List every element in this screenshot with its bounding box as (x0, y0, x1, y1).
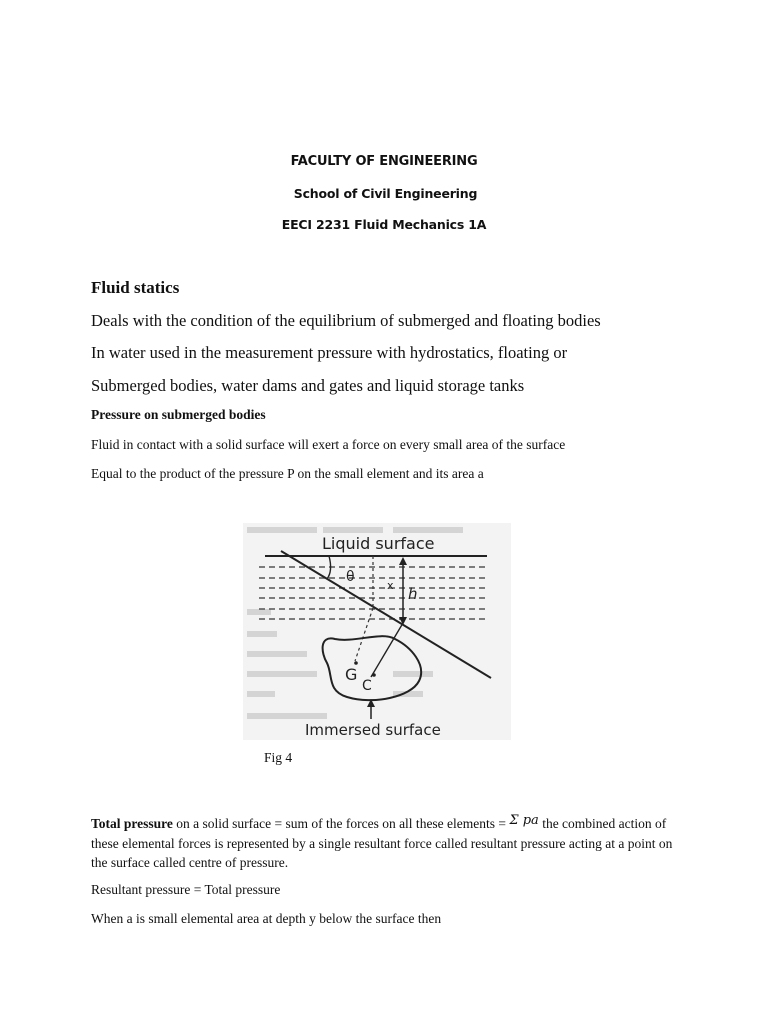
liquid-surface-label: Liquid surface (322, 534, 435, 553)
total-pressure-paragraph (91, 814, 691, 872)
school-heading: School of Civil Engineering (293, 186, 478, 201)
immersed-surface-diagram (243, 523, 511, 740)
h-label: h (408, 585, 418, 603)
section-line-3: Submerged bodies, water dams and gates and liquid storage tanks (91, 376, 525, 395)
immersed-surface-label: Immersed surface (305, 721, 441, 739)
section-line-1: Deals with the condition of the equilibrium of submerged and floating bodies (91, 311, 601, 330)
subsection-line-1: Fluid in contact with a solid surface will exert a force on every small area of the surface (91, 437, 566, 452)
subsection-line-2: Equal to the product of the pressure P on the small element and its area a (91, 466, 484, 481)
immersed-surface-figure (243, 523, 511, 740)
figure-caption: Fig 4 (264, 750, 293, 765)
section-line-2: In water used in the measurement pressure with hydrostatics, floating or (91, 343, 568, 362)
footer-line-2: When a is small elemental area at depth y below the surface then (91, 911, 442, 926)
subsection-title: Pressure on submerged bodies (91, 407, 266, 422)
total-pressure-text-a: on a solid surface = sum of the forces on all these elements = (172, 816, 510, 831)
sum-pa-formula: Σ pa (509, 813, 539, 828)
c-label: C (362, 678, 372, 694)
footer-line-1: Resultant pressure = Total pressure (91, 882, 281, 897)
faculty-heading: FACULTY OF ENGINEERING (290, 154, 478, 169)
total-pressure-text-b: the combined action of these elemental forces is represented by a single resultant force called resultant pressure acting at a point on the surface called centre of pressure. (91, 816, 673, 870)
total-pressure-term: Total pressure (91, 816, 173, 831)
g-label: G (345, 665, 358, 684)
section-title: Fluid statics (91, 278, 180, 297)
theta-label: θ (346, 569, 355, 585)
course-heading: EECI 2231 Fluid Mechanics 1A (281, 217, 487, 232)
x-label: x (387, 579, 394, 592)
